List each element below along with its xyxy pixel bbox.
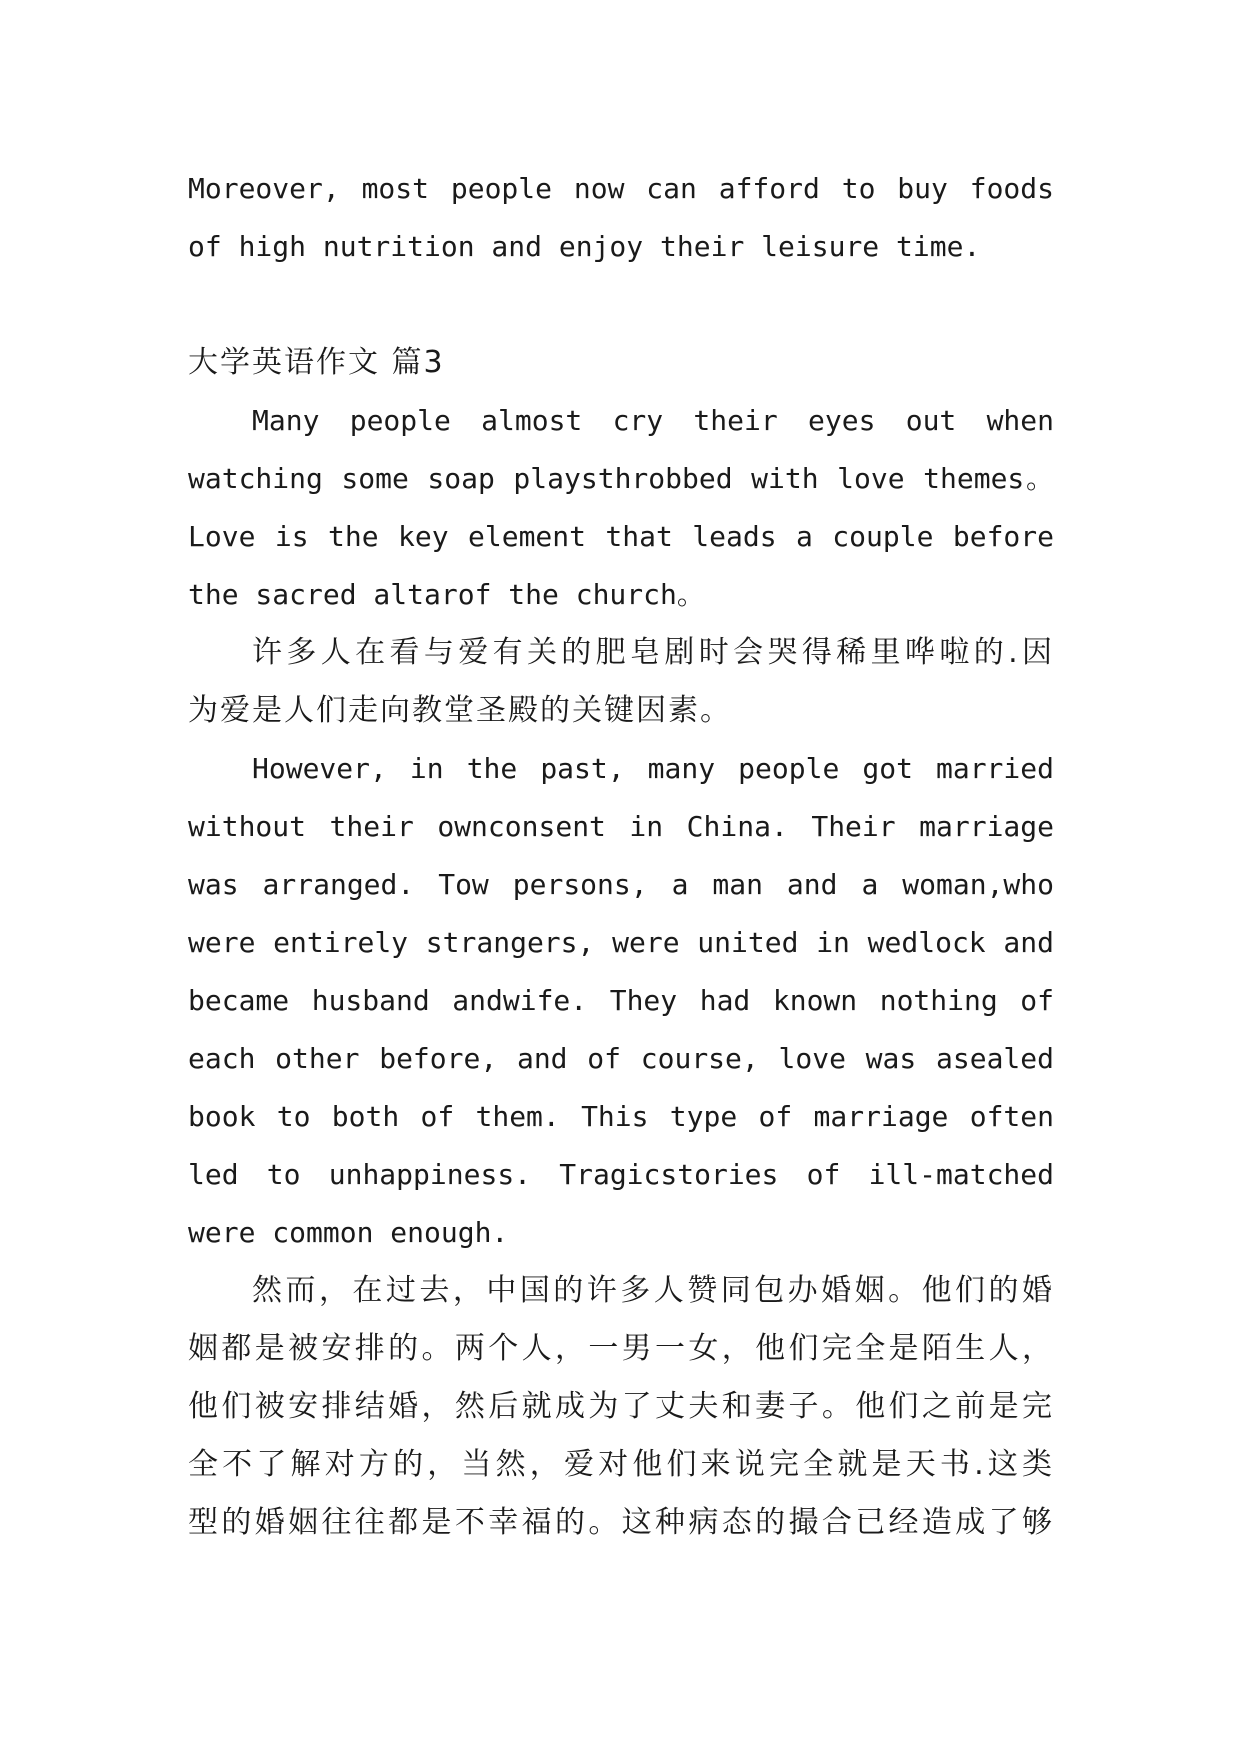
text-line: 姻都是被安排的。两个人，一男一女，他们完全是陌生人， — [188, 1331, 1054, 1366]
text-line: watching some soap playsthrobbed with love themes。 — [188, 462, 1054, 495]
text-line: were common enough. — [188, 1216, 509, 1249]
text-line: was arranged. Tow persons, a man and a woman,who — [188, 868, 1054, 901]
section-heading: 大学英语作文 篇3 — [188, 345, 445, 380]
text-line: 为爱是人们走向教堂圣殿的关键因素。 — [188, 693, 732, 728]
text-line: 然而，在过去，中国的许多人赞同包办婚姻。他们的婚 — [252, 1273, 1054, 1308]
paragraph-moreover — [188, 160, 1054, 276]
paragraph-translation-2 — [188, 1262, 1054, 1552]
document-page — [188, 160, 1054, 1552]
text-line: of high nutrition and enjoy their leisure time. — [188, 230, 981, 263]
paragraph-however — [188, 740, 1054, 1262]
text-line: Moreover, most people now can afford to buy foods — [188, 172, 1054, 205]
text-line: Many people almost cry their eyes out when — [252, 404, 1054, 437]
text-line: were entirely strangers, were united in wedlock and — [188, 926, 1054, 959]
text-line: each other before, and of course, love was asealed — [188, 1042, 1054, 1075]
text-line: 型的婚姻往往都是不幸福的。这种病态的撮合已经造成了够 — [188, 1505, 1054, 1540]
text-line: book to both of them. This type of marriage often — [188, 1100, 1054, 1133]
text-line: 他们被安排结婚，然后就成为了丈夫和妻子。他们之前是完 — [188, 1389, 1054, 1424]
text-line: became husband andwife. They had known nothing of — [188, 984, 1054, 1017]
text-line: the sacred altarof the church。 — [188, 578, 705, 611]
text-line: led to unhappiness. Tragicstories of ill-matched — [188, 1158, 1054, 1191]
text-line: 全不了解对方的，当然，爱对他们来说完全就是天书.这类 — [188, 1447, 1054, 1482]
paragraph-gap — [188, 276, 1054, 334]
paragraph-many-people — [188, 392, 1054, 624]
text-line: Love is the key element that leads a couple before — [188, 520, 1054, 553]
text-line: However, in the past, many people got married — [252, 752, 1054, 785]
paragraph-translation-1 — [188, 624, 1054, 740]
text-line: 许多人在看与爱有关的肥皂剧时会哭得稀里哗啦的.因 — [252, 635, 1054, 670]
text-line: without their ownconsent in China. Their marriage — [188, 810, 1054, 843]
